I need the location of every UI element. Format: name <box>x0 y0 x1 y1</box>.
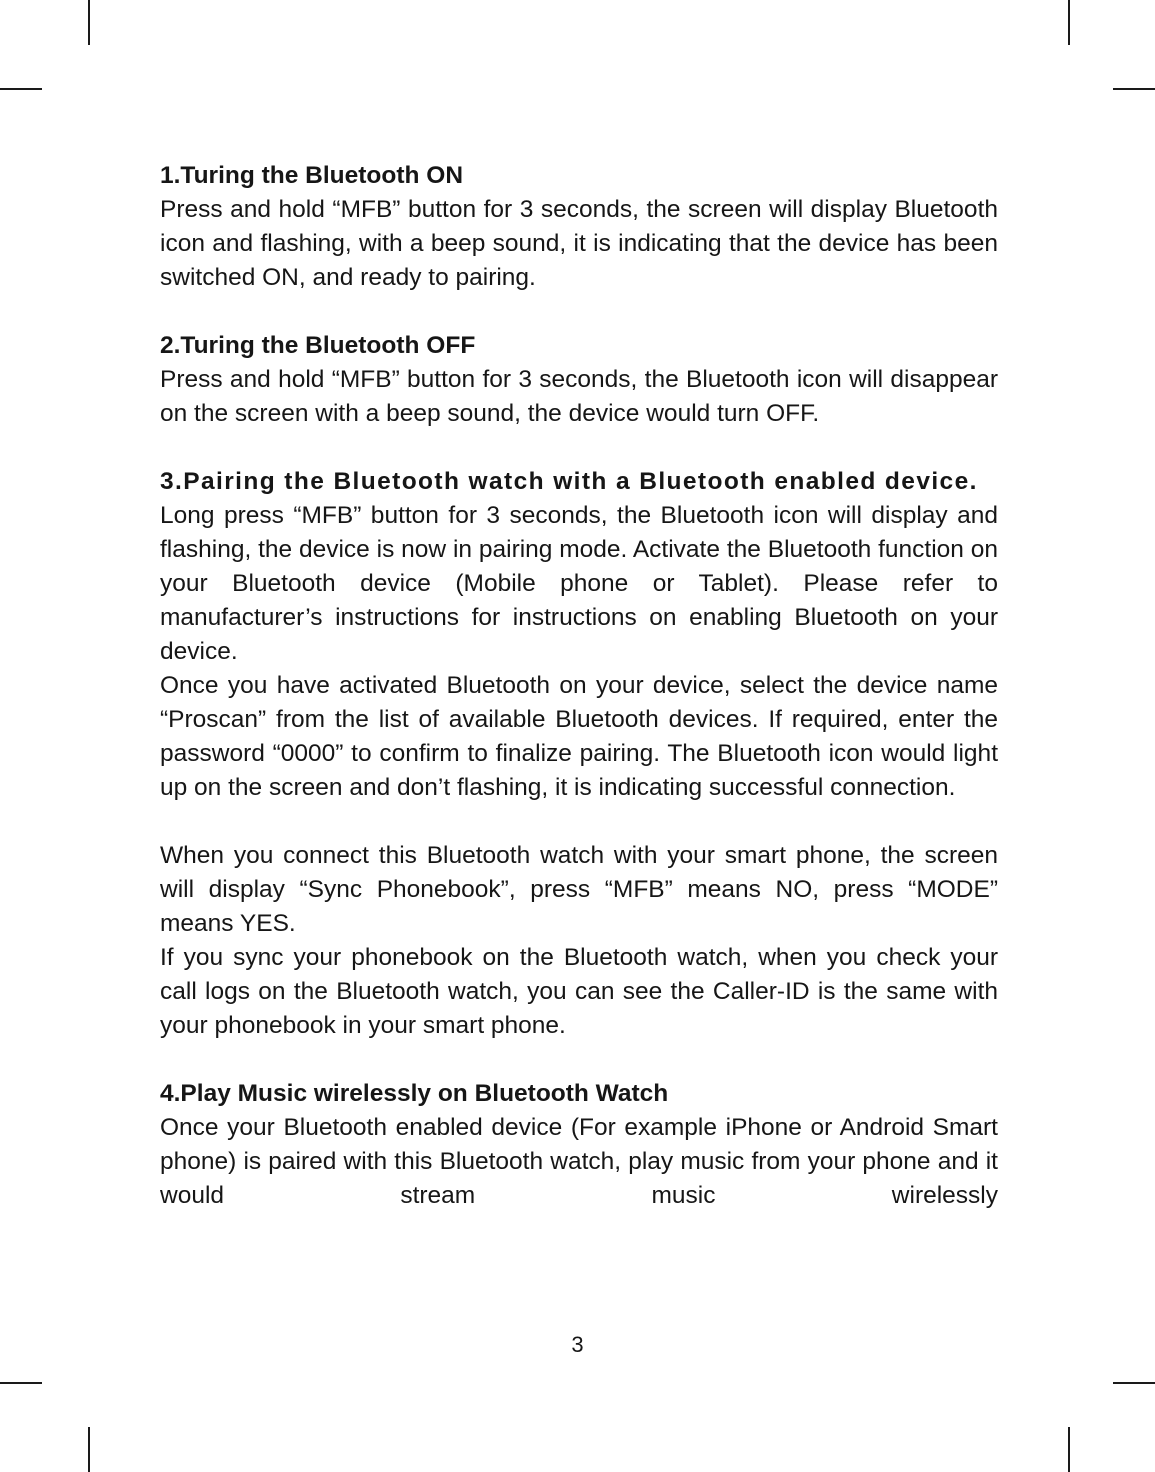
crop-mark-top-right-vertical <box>1068 0 1070 45</box>
section-paragraph: When you connect this Bluetooth watch with your smart phone, the screen will display “Sync Phonebook”, press “MFB” means NO, press “MODE” means YES. <box>160 842 998 937</box>
section-heading: 1.Turing the Bluetooth ON <box>160 162 464 189</box>
crop-mark-bottom-left-horizontal <box>0 1382 42 1384</box>
crop-mark-bottom-right-vertical <box>1068 1427 1070 1472</box>
manual-page-content <box>160 159 998 1213</box>
section-spacer <box>160 431 998 465</box>
section-heading: 3.Pairing the Bluetooth watch with a Bluetooth enabled device. <box>160 468 978 495</box>
crop-mark-top-left-vertical <box>88 0 90 45</box>
crop-mark-top-left-horizontal <box>0 88 42 90</box>
page-number: 3 <box>571 1332 584 1357</box>
crop-mark-bottom-left-vertical <box>88 1427 90 1472</box>
crop-mark-bottom-right-horizontal <box>1113 1382 1155 1384</box>
section-spacer <box>160 805 998 839</box>
section-paragraph: Once you have activated Bluetooth on your device, select the device name “Proscan” from the list of available Bluetooth devices. If required, enter the password “0000” to confirm to finalize pairing. The Bluetooth icon would light up on the screen and don’t flashing, it is indicating successful connection. <box>160 672 998 801</box>
section-paragraph: If you sync your phonebook on the Bluetooth watch, when you check your call logs on the Bluetooth watch, you can see the Caller-ID is the same with your phonebook in your smart phone. <box>160 944 998 1039</box>
section-paragraph: Press and hold “MFB” button for 3 seconds, the screen will display Bluetooth icon and flashing, with a beep sound, it is indicating that the device has been switched ON, and ready to pairing. <box>160 196 998 291</box>
section-bluetooth-on <box>160 159 998 295</box>
section-paragraph: Once your Bluetooth enabled device (For example iPhone or Android Smart phone) is paired with this Bluetooth watch, play music from your phone and it would stream music wirelessly <box>160 1114 998 1209</box>
section-paragraph: Long press “MFB” button for 3 seconds, the Bluetooth icon will display and flashing, the device is now in pairing mode. Activate the Bluetooth function on your Bluetooth device (Mobile phone or Tablet). Please refer to manufacturer’s instructions for instructions on enabling Bluetooth on your device. <box>160 502 998 665</box>
section-spacer <box>160 1043 998 1077</box>
section-spacer <box>160 295 998 329</box>
section-play-music <box>160 1077 998 1213</box>
crop-mark-top-right-horizontal <box>1113 88 1155 90</box>
section-pairing <box>160 465 998 805</box>
section-bluetooth-off <box>160 329 998 431</box>
section-paragraph: Press and hold “MFB” button for 3 seconds, the Bluetooth icon will disappear on the screen with a beep sound, the device would turn OFF. <box>160 366 998 427</box>
section-sync-phonebook <box>160 839 998 1043</box>
section-heading: 2.Turing the Bluetooth OFF <box>160 332 476 359</box>
section-heading: 4.Play Music wirelessly on Bluetooth Watch <box>160 1080 669 1107</box>
